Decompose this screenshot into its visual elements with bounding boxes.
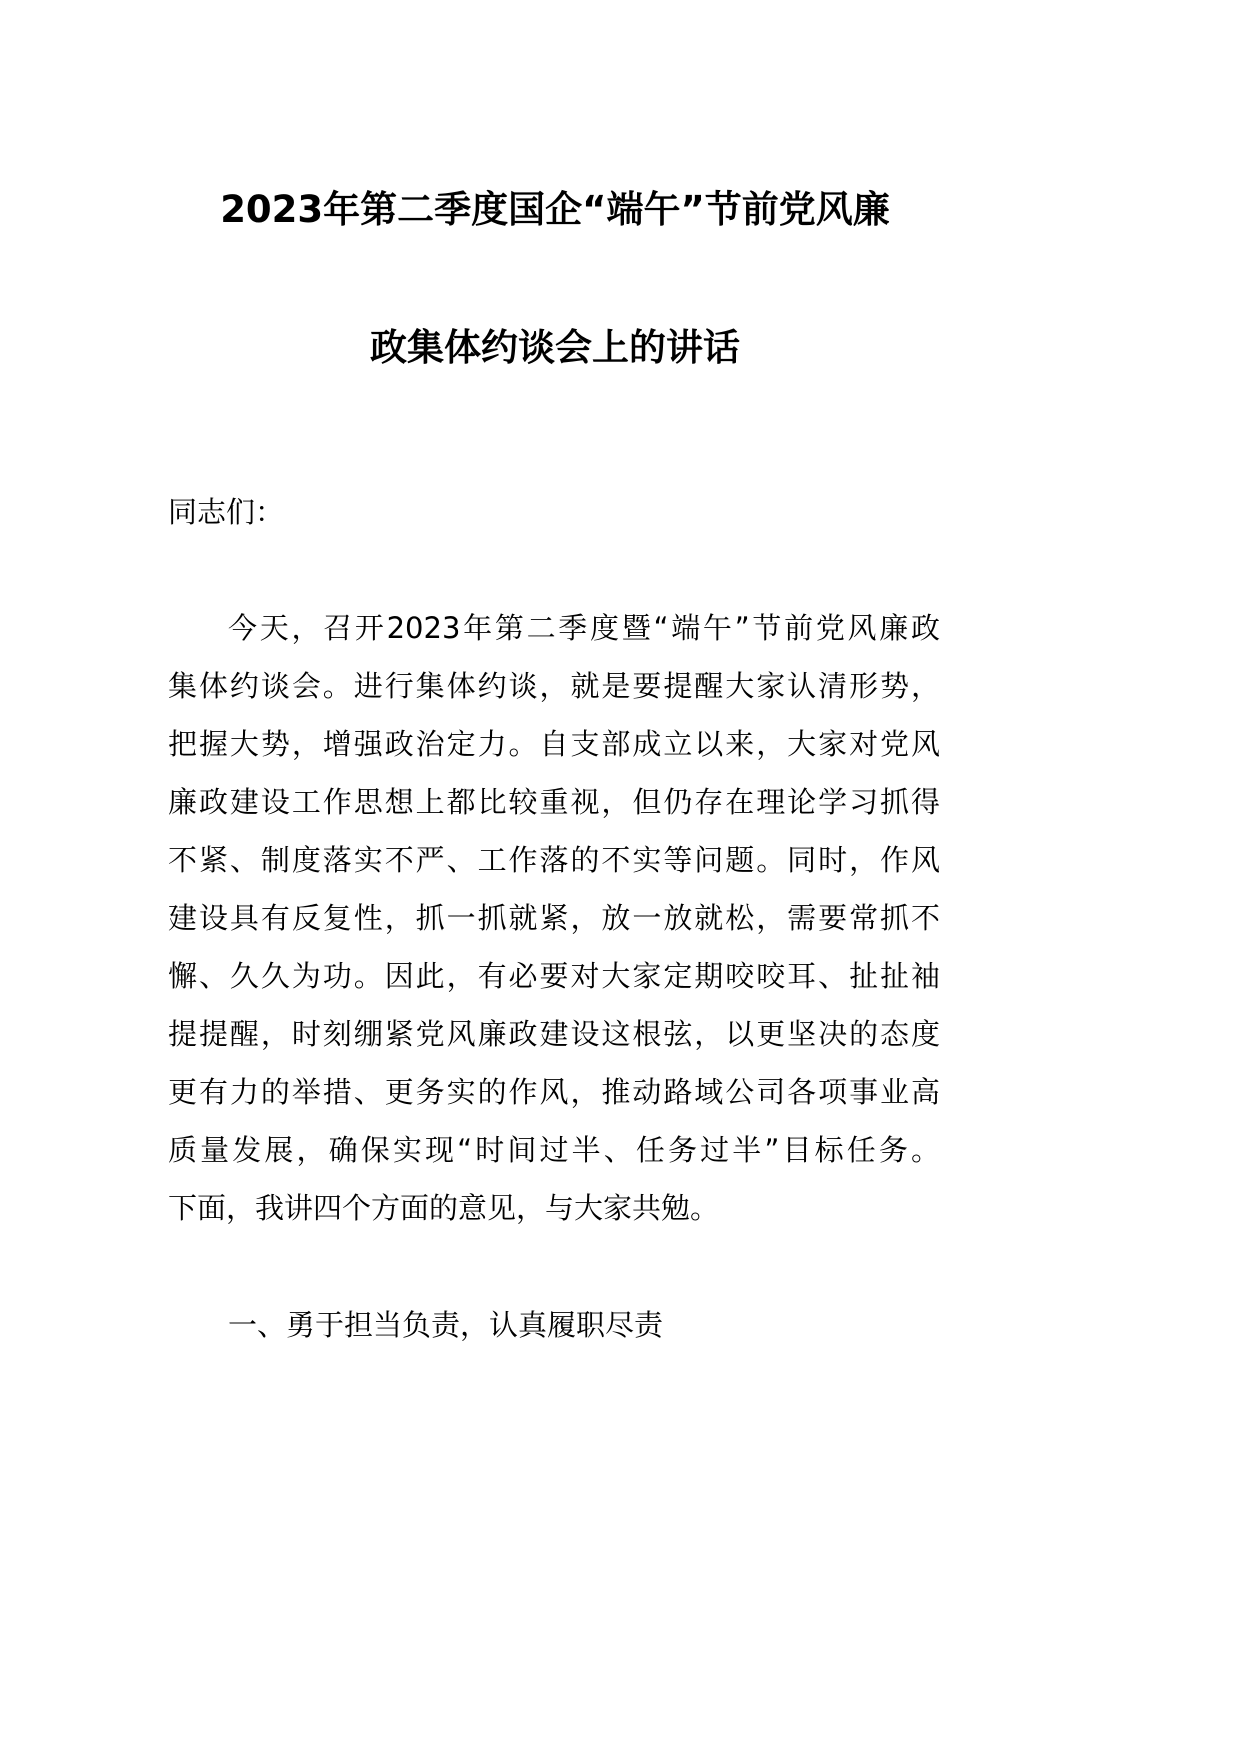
body-paragraph	[168, 608, 940, 1246]
paragraph-line: 质量发展，确保实现“时间过半、任务过半”目标任务。	[168, 1133, 940, 1167]
greeting: 同志们：	[168, 495, 285, 529]
paragraph-line: 集体约谈会。进行集体约谈，就是要提醒大家认清形势，	[168, 669, 940, 703]
paragraph-line: 更有力的举措、更务实的作风，推动路域公司各项事业高	[168, 1075, 940, 1109]
paragraph-line: 把握大势，增强政治定力。自支部成立以来，大家对党风	[168, 727, 940, 761]
paragraph-line: 提提醒，时刻绷紧党风廉政建设这根弦，以更坚决的态度	[168, 1017, 940, 1051]
paragraph-line: 廉政建设工作思想上都比较重视，但仍存在理论学习抓得	[168, 785, 940, 819]
section-heading: 一、勇于担当负责，认真履职尽责	[228, 1308, 664, 1342]
paragraph-line: 下面，我讲四个方面的意见，与大家共勉。	[168, 1191, 720, 1225]
paragraph-line: 不紧、制度落实不严、工作落的不实等问题。同时，作风	[168, 843, 940, 877]
paragraph-line: 建设具有反复性，抓一抓就紧，放一放就松，需要常抓不	[168, 901, 940, 935]
document-title-line-2: 政集体约谈会上的讲话	[370, 326, 740, 369]
paragraph-line: 今天，召开2023年第二季度暨“端午”节前党风廉政	[228, 611, 940, 645]
paragraph-line: 懈、久久为功。因此，有必要对大家定期咬咬耳、扯扯袖	[168, 959, 940, 993]
document-title-line-1: 2023年第二季度国企“端午”节前党风廉	[220, 188, 890, 231]
